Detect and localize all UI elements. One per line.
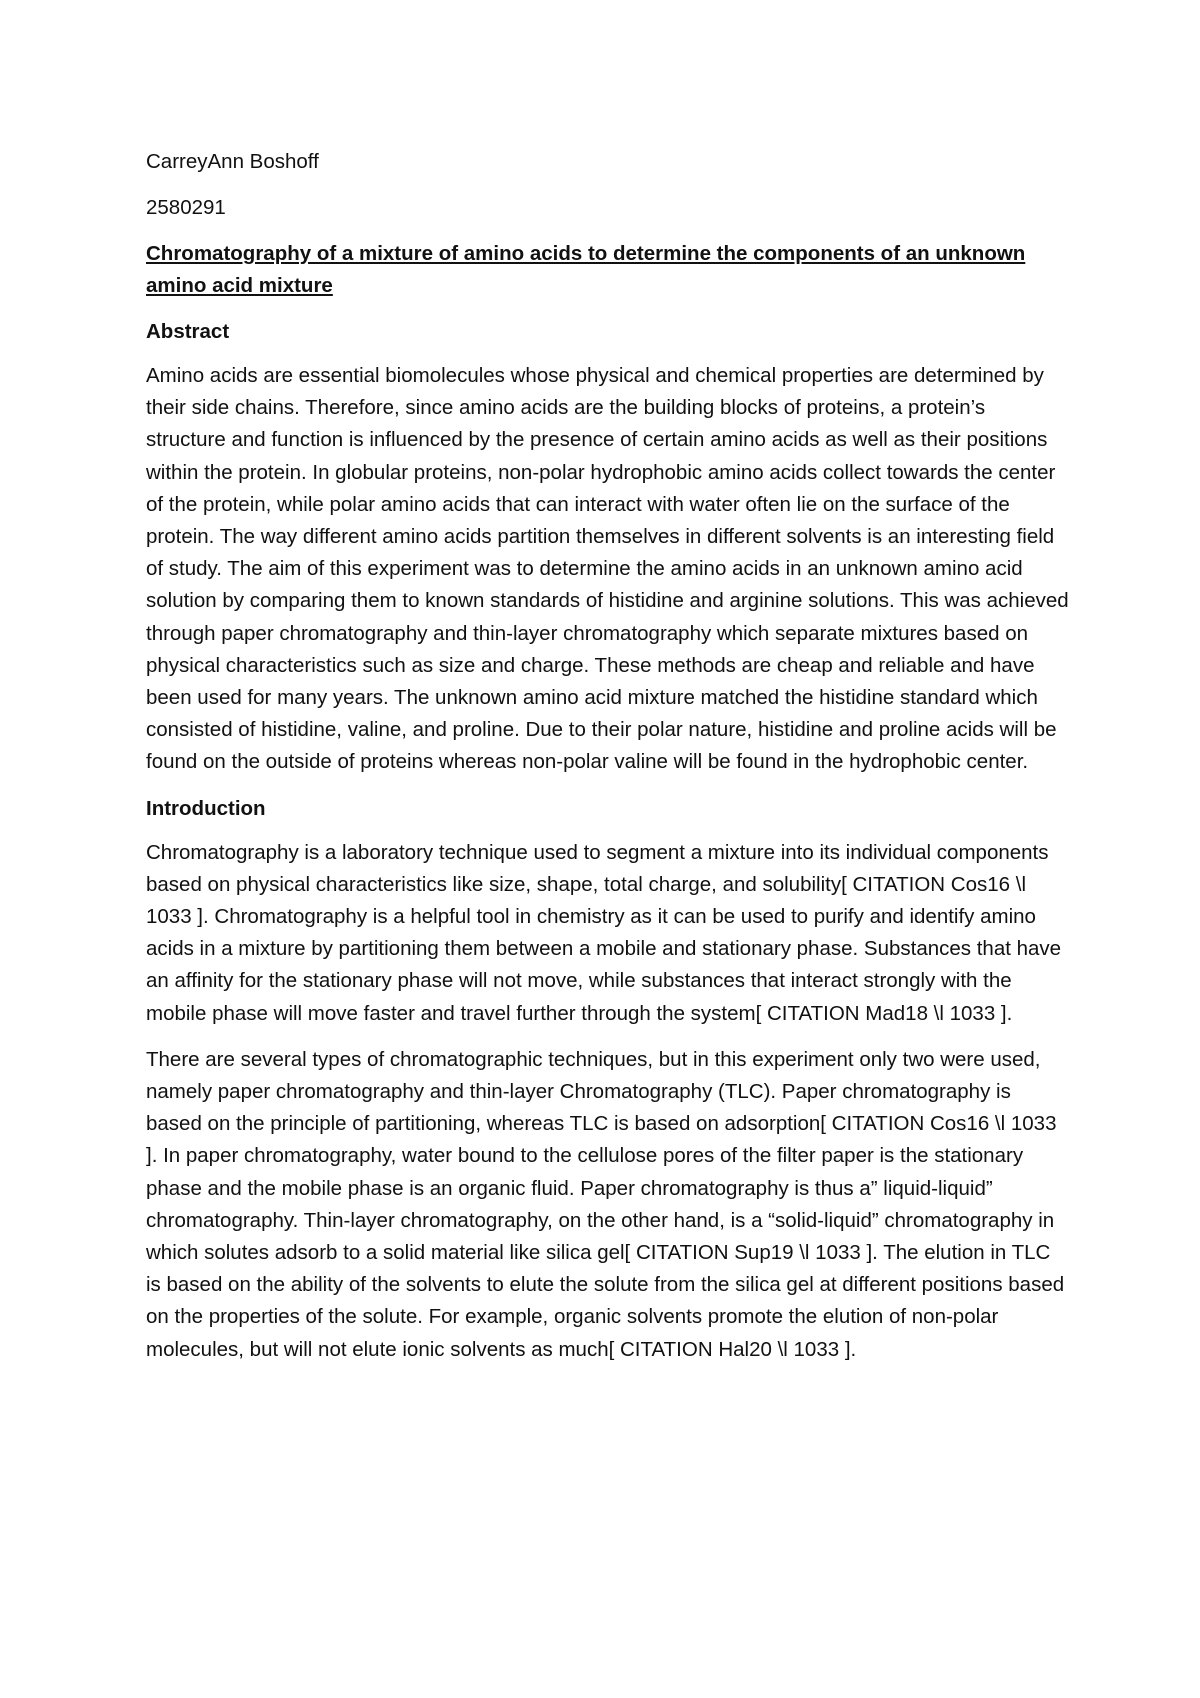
introduction-paragraph-1: Chromatography is a laboratory technique used to segment a mixture into its individual components based on physical characteristics like size, shape, total charge, and solubility[ CITATION Cos16 \l 1033 ]. Chromatography is a helpful tool in chemistry as it can be used to purify and identify amino acids in a mixture by partitioning them between a mobile and stationary phase. Substances that have an affinity for the stationary phase will not move, while substances that interact strongly with the mobile phase will move faster and travel further through the system[ CITATION Mad18 \l 1033 ]. [146,840,1062,1025]
abstract-paragraph: Amino acids are essential biomolecules whose physical and chemical properties are determined by their side chains. Therefore, since amino acids are the building blocks of proteins, a protein’s structure and function is influenced by the presence of certain amino acids as well as their positions within the protein. In globular proteins, non-polar hydrophobic amino acids collect towards the center of the protein, while polar amino acids that can interact with water often lie on the surface of the protein. The way different amino acids partition themselves in different solvents is an interesting field of study. The aim of this experiment was to determine the amino acids in an unknown amino acid solution by comparing them to known standards of histidine and arginine solutions. This was achieved through paper chromatography and thin-layer chromatography which separate mixtures based on physical characteristics such as size and charge. These methods are cheap and reliable and have been used for many years. The unknown amino acid mixture matched the histidine standard which consisted of histidine, valine, and proline. Due to their polar nature, histidine and proline acids will be found on the outside of proteins whereas non-polar valine will be found in the hydrophobic center. [146,364,1069,774]
document-title: Chromatography of a mixture of amino acids to determine the components of an unknown amino acid mixture [146,242,1026,297]
abstract-heading: Abstract [146,320,230,343]
introduction-paragraph-2: There are several types of chromatographic techniques, but in this experiment only two were used, namely paper chromatography and thin-layer Chromatography (TLC). Paper chromatography is based on the principle of partitioning, whereas TLC is based on adsorption[ CITATION Cos16 \l 1033 ]. In paper chromatography, water bound to the cellulose pores of the filter paper is the stationary phase and the mobile phase is an organic fluid. Paper chromatography is thus a” liquid-liquid” chromatography. Thin-layer chromatography, on the other hand, is a “solid-liquid” chromatography in which solutes adsorb to a solid material like silica gel[ CITATION Sup19 \l 1033 ]. The elution in TLC is based on the ability of the solvents to elute the solute from the silica gel at different positions based on the properties of the solute. For example, organic solvents promote the elution of non-polar molecules, but will not elute ionic solvents as much[ CITATION Hal20 \l 1033 ]. [146,1047,1065,1361]
introduction-heading: Introduction [146,796,266,820]
author-name: CarreyAnn Boshoff [146,150,319,173]
student-id: 2580291 [146,196,226,219]
